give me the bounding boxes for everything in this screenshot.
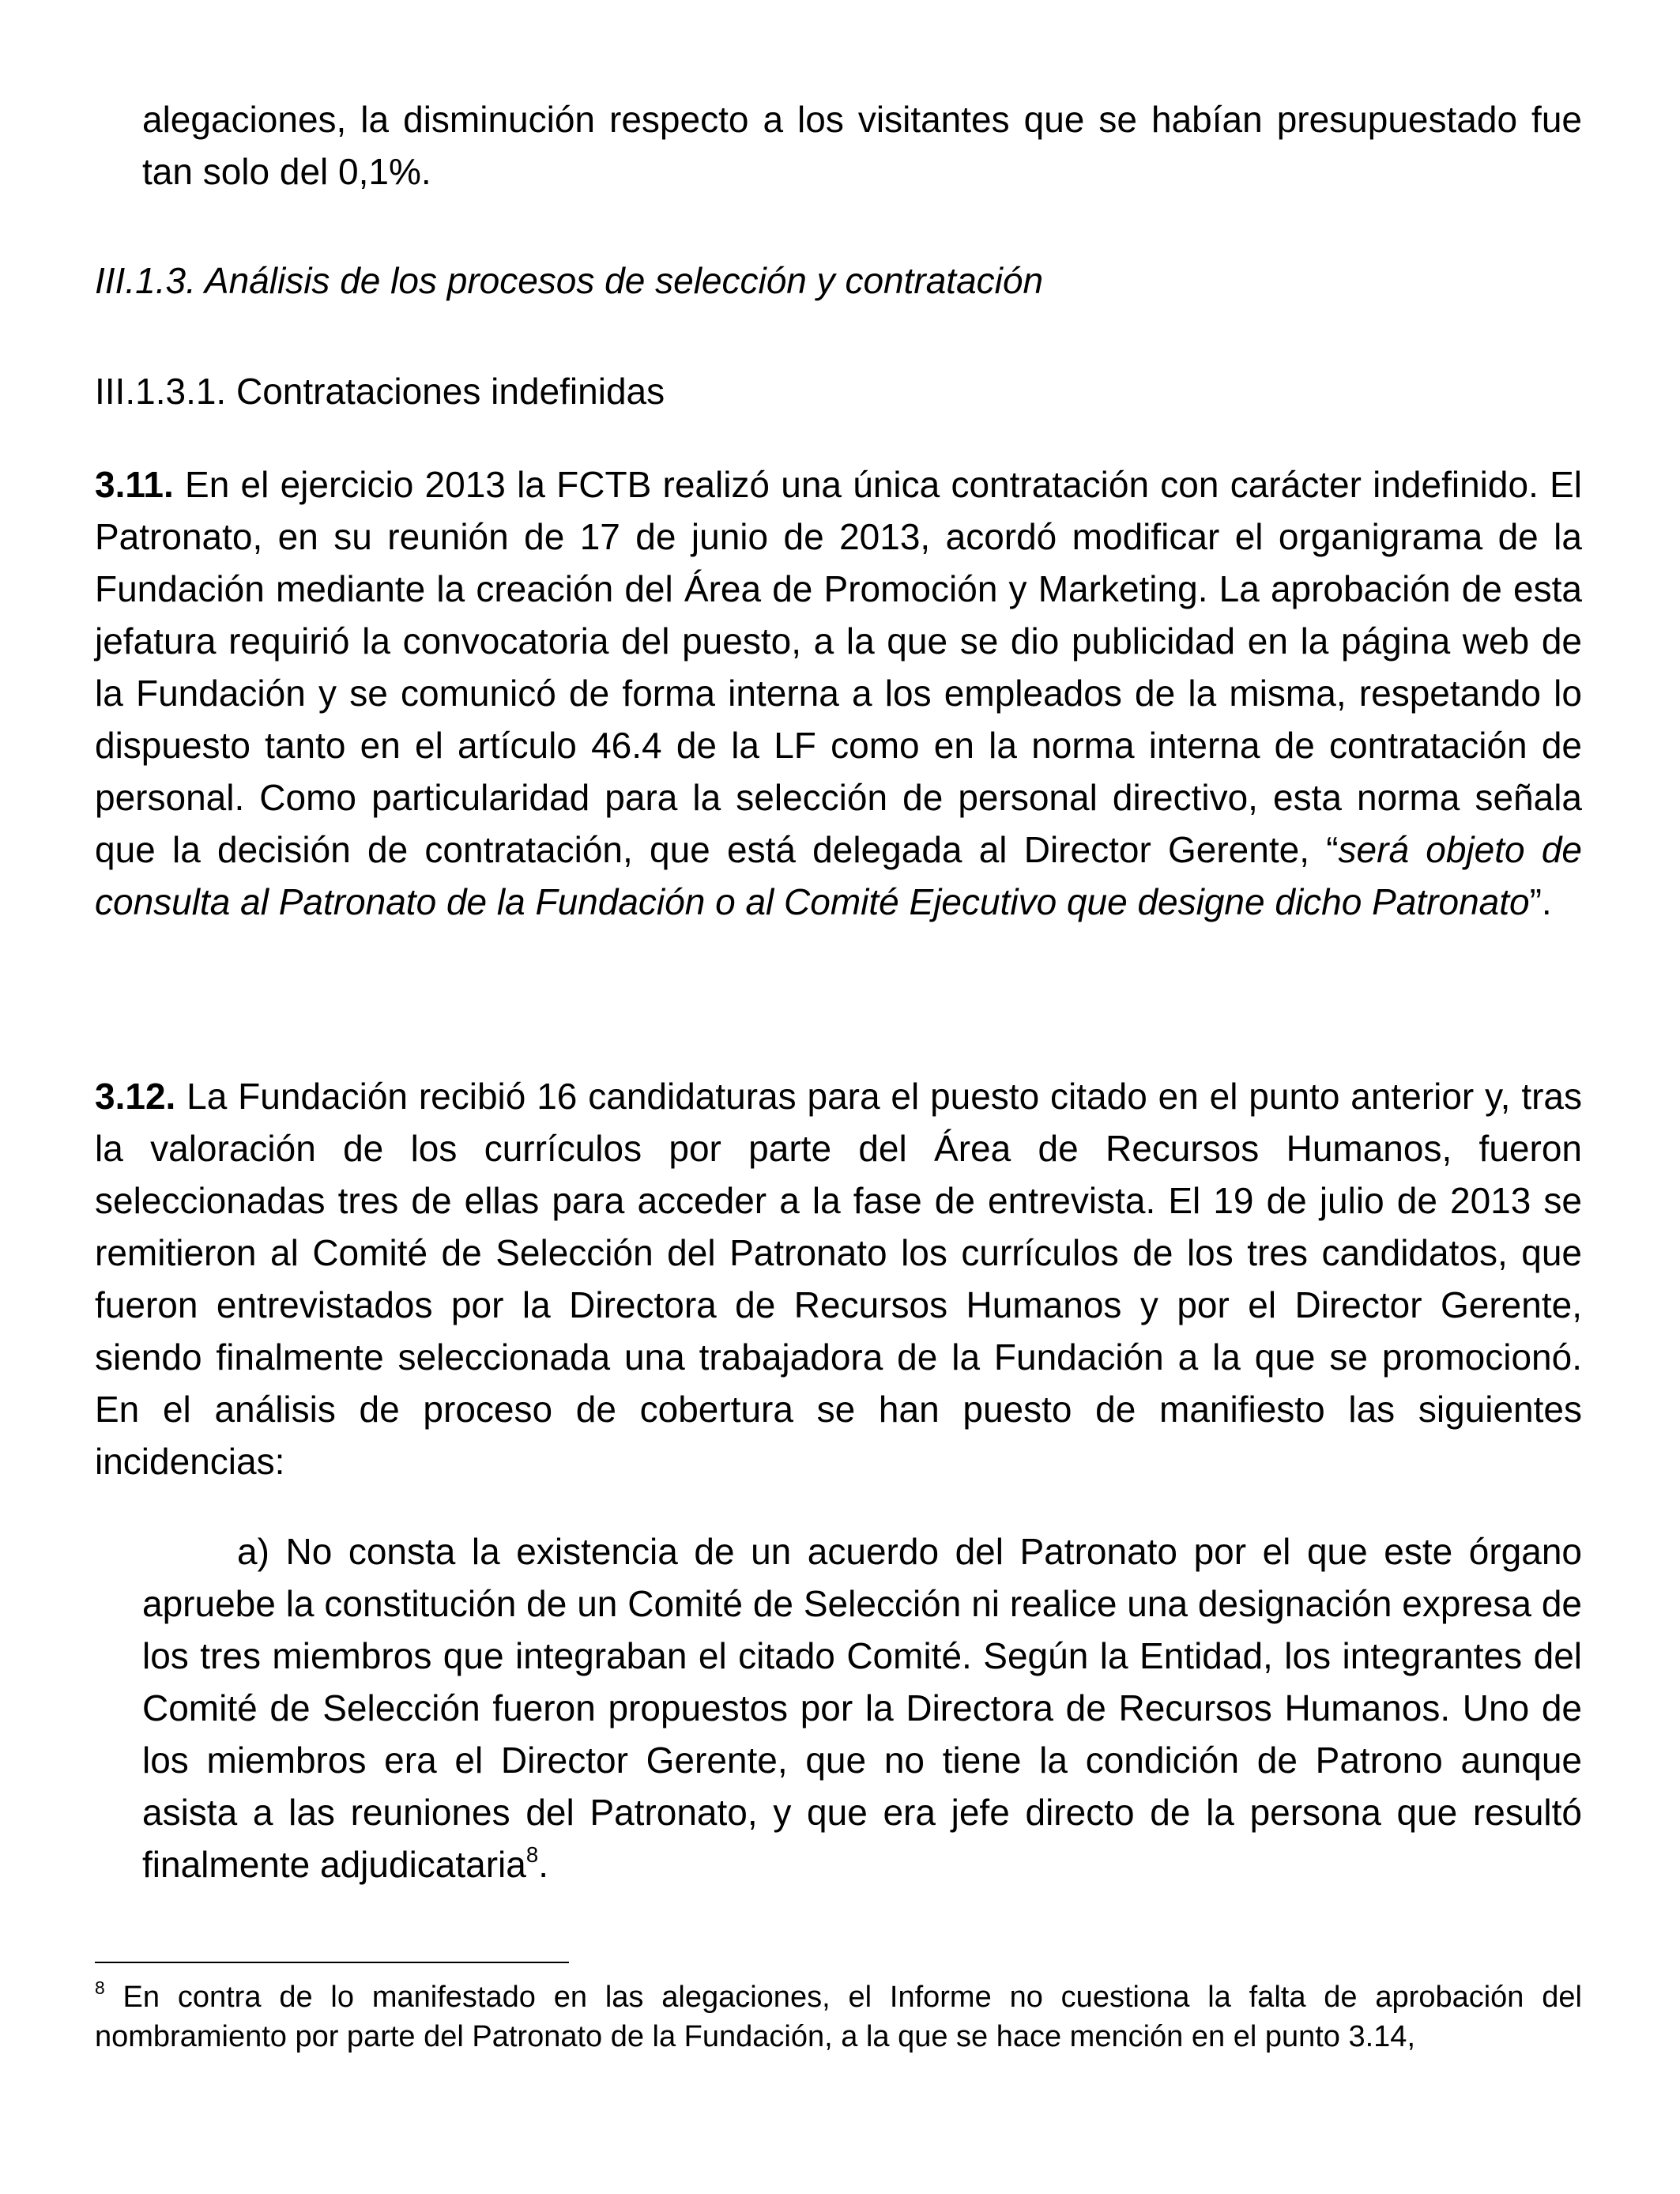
footnote-divider: [95, 1962, 569, 1963]
paragraph-number: 3.11.: [95, 464, 174, 505]
paragraph-number: 3.12.: [95, 1076, 176, 1117]
paragraph-tail: ”.: [1529, 881, 1552, 922]
continuation-text: alegaciones, la disminución respecto a los visitantes que se habían presupuestado fue tan solo del 0,1%.: [142, 99, 1582, 192]
paragraph-text: La Fundación recibió 16 candidaturas para el puesto citado en el punto anterior y, tras la valoración de los currículos por parte del Área de Recursos Humanos, fueron seleccionadas tres de ellas para acceder a la fase de entrevista. El 19 de julio de 2013 se remitieron al Comité de Selección del Patronato los currículos de los tres candidatos, que fueron entrevistados por la Directora de Recursos Humanos y por el Director Gerente, siendo finalmente seleccionada una trabajadora de la Fundación a la que se promocionó. En el análisis de proceso de cobertura se han puesto de manifiesto las siguientes incidencias:: [95, 1076, 1582, 1482]
paragraph-text: En el ejercicio 2013 la FCTB realizó una única contratación con carácter indefinido. El Patronato, en su reunión de 17 de junio de 2013, acordó modificar el organigrama de la Fundación mediante la creación del Área de Promoción y Marketing. La aprobación de esta jefatura requirió la convocatoria del puesto, a la que se dio publicidad en la página web de la Fundación y se comunicó de forma interna a los empleados de la misma, respetando lo dispuesto tanto en el artículo 46.4 de la LF como en la norma interna de contratación de personal. Como particularidad para la selección de personal directivo, esta norma señala que la decisión de contratación, que está delegada al Director Gerente, “: [95, 464, 1582, 870]
footnote-text: En contra de lo manifestado en las alegaciones, el Informe no cuestiona la falta de aprobación del nombramiento por parte del Patronato de la Fundación, a la que se hace mención en el punto 3.14,: [95, 1981, 1582, 2053]
paragraph-3-11: [95, 458, 1582, 928]
quoted-text: será objeto de consulta al Patronato de la Fundación o al Comité Ejecutivo que designe dicho Patronato: [95, 829, 1582, 922]
subsection-heading: III.1.3.1. Contrataciones indefinidas: [95, 371, 665, 412]
list-item-a: [142, 1525, 1582, 1891]
continuation-paragraph: [142, 93, 1582, 198]
footnote-number: 8: [95, 1977, 105, 1999]
list-item-text: No consta la existencia de un acuerdo del Patronato por el que este órgano apruebe la constitución de un Comité de Selección ni realice una designación expresa de los tres miembros que integraban el citado Comité. Según la Entidad, los integrantes del Comité de Selección fueron propuestos por la Directora de Recursos Humanos. Uno de los miembros era el Director Gerente, que no tiene la condición de Patrono aunque asista a las reuniones del Patronato, y que era jefe directo de la persona que resultó finalmente adjudicataria: [142, 1531, 1582, 1885]
paragraph-3-12: [95, 1070, 1582, 1487]
footnote-reference[interactable]: 8: [525, 1842, 539, 1867]
list-marker: a): [237, 1531, 269, 1572]
section-heading: III.1.3. Análisis de los procesos de selección y contratación: [95, 260, 1044, 301]
list-item-tail: .: [538, 1844, 548, 1885]
footnote: [95, 1977, 1582, 2056]
